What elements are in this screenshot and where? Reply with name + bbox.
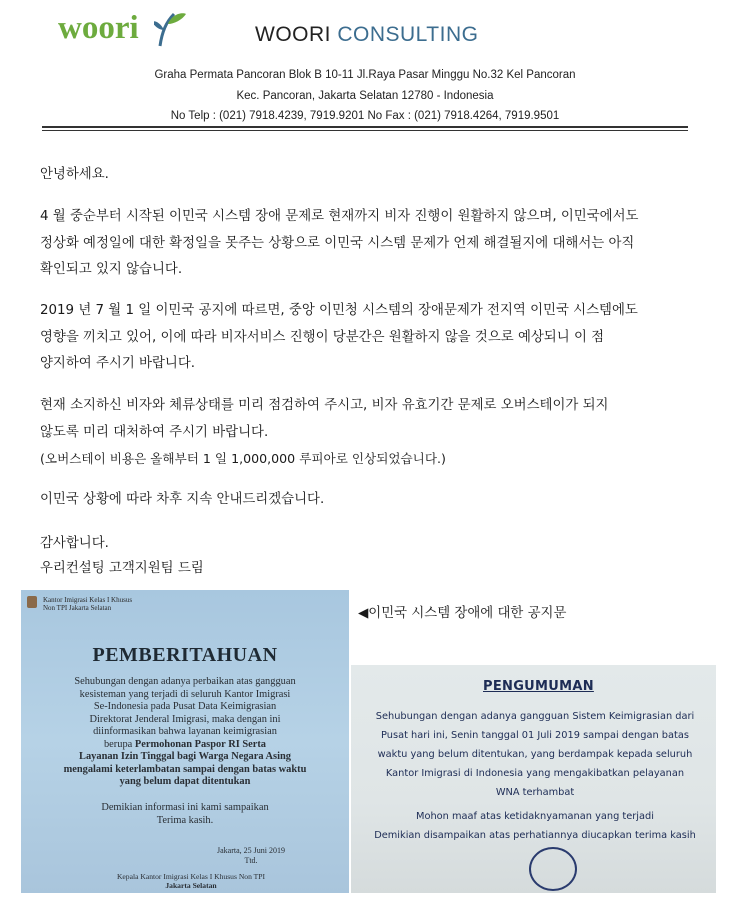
notice1-office-line: Non TPI Jakarta Selatan [43,604,112,612]
paragraph-2-line: 2019 년 7 월 1 일 이민국 공지에 따르면, 중앙 이민청 시스템의 장애문제가 전지역 이민국 시스템에도 [40,303,638,318]
notice2-line: Kantor Imigrasi di Indonesia yang mengakibatkan pelayanan [385,768,685,779]
notice2-line: Mohon maaf atas ketidaknyamanan yang terjadi [416,811,654,822]
leaf-icon [154,8,188,48]
paragraph-1 [40,204,692,284]
notice-photo-pemberitahuan [21,590,349,893]
paragraph-1-line: 정상화 예정일에 대한 확정일을 못주는 상황으로 이민국 시스템 문제가 언제 해결될지에 대해서는 아직 [40,235,635,251]
header-rule [42,126,688,128]
notice1-office-line: Kantor Imigrasi Kelas I Khusus [43,596,133,604]
paragraph-3-line: 현재 소지하신 비자와 체류상태를 미리 점검하여 주시고, 비자 유효기간 문제로 오버스테이가 되지 [40,398,609,413]
notice2-line: WNA terhambat [495,787,575,798]
official-stamp-icon [529,847,577,891]
notice2-closing [359,807,711,845]
logo-wordmark: woori [58,10,139,46]
notice1-line: Direktorat Jenderal Imigrasi, maka dengan ini [89,713,281,725]
paragraph-2-line: 영향을 끼치고 있어, 이에 따라 비자서비스 진행이 당분간은 원활하지 않을 것으로 예상되니 이 점 [40,329,605,345]
notice2-body [359,707,711,802]
notice1-body [41,676,329,789]
company-name [255,23,478,47]
notice2-line: Pusat hari ini, Senin tanggal 01 Juli 2019 sampai dengan batas [381,730,689,741]
notice1-closing [41,802,329,827]
notice1-sign-line: Jakarta Selatan [165,881,217,890]
notice2-line: waktu yang belum ditentukan, yang berdampak kepada seluruh [377,749,693,760]
notice1-line: Demikian informasi ini kami sampaikan [101,802,269,813]
company-name-primary: WOORI [255,23,331,46]
notice1-line: kesisteman yang terjadi di seluruh Kantor Imigrasi [79,688,291,700]
notice1-line: Sehubungan dengan adanya perbaikan atas gangguan [74,676,296,687]
overstay-note: (오버스테이 비용은 올해부터 1 일 1,000,000 루피아로 인상되었습니다.) [40,451,446,466]
paragraph-1-line: 4 월 중순부터 시작된 이민국 시스템 장애 문제로 현재까지 비자 진행이 원활하지 않으며, 이민국에서도 [40,209,639,224]
paragraph-2 [40,298,692,378]
notice1-line: yang belum dapat ditentukan [119,776,251,787]
notice1-sign-line: Kepala Kantor Imigrasi Kelas I Khusus Non TPI [116,872,266,881]
header-rule-thin [42,130,688,131]
paragraph-3-line: 않도록 미리 대처하여 주시기 바랍니다. [40,424,269,440]
notice1-date: Jakarta, 25 Juni 2019 [217,846,285,855]
notice2-line: Sehubungan dengan adanya gangguan Sistem Keimigrasian dari [375,711,695,722]
notice1-bold-text: Permohonan Paspor RI Serta [134,738,267,750]
notice1-line [41,739,329,752]
greeting: 안녕하세요. [40,167,109,182]
notice1-title: PEMBERITAHUAN [92,644,278,666]
notice1-line: diinformasikan bahwa layanan keimigrasian [93,726,277,737]
contact-line: No Telp : (021) 7918.4239, 7919.9201 No Fax : (021) 7918.4264, 7919.9501 [170,110,560,122]
notice2-line: Demikian disampaikan atas perhatiannya diucapkan terima kasih [374,830,696,841]
notice1-text: berupa [103,738,133,750]
notice1-line: mengalami keterlambatan sampai dengan batas waktu [63,763,307,775]
notice1-line: Se-Indonesia pada Pusat Data Keimigrasian [93,701,277,712]
signature: 우리컨설팅 고객지원팀 드림 [40,561,204,576]
immigration-emblem-icon [27,596,37,608]
notice1-ttd: Ttd. [244,855,258,865]
paragraph-1-line: 확인되고 있지 않습니다. [40,262,183,277]
paragraph-4: 이민국 상황에 따라 차후 지속 안내드리겠습니다. [40,492,325,507]
notice1-office [43,596,132,612]
notice1-signatory [51,872,331,890]
notice-photo-pengumuman [351,665,716,893]
woori-logo [58,8,188,48]
paragraph-3 [40,393,692,473]
address-line-1: Graha Permata Pancoran Blok B 10-11 Jl.Raya Pasar Minggu No.32 Kel Pancoran [154,69,576,81]
letterhead [0,0,730,132]
notice1-line: Terima kasih. [156,814,214,826]
closing: 감사합니다. [40,536,109,551]
company-name-accent: CONSULTING [337,23,479,46]
notice1-date-block [171,846,331,865]
paragraph-2-line: 양지하여 주시기 바랍니다. [40,356,196,371]
address-line-2: Kec. Pancoran, Jakarta Selatan 12780 - Indonesia [236,90,494,102]
notice-caption: ◀이민국 시스템 장애에 대한 공지문 [358,606,567,621]
notice1-line: Layanan Izin Tinggal bagi Warga Negara Asing [79,751,291,762]
notice2-title: PENGUMUMAN [483,679,594,694]
